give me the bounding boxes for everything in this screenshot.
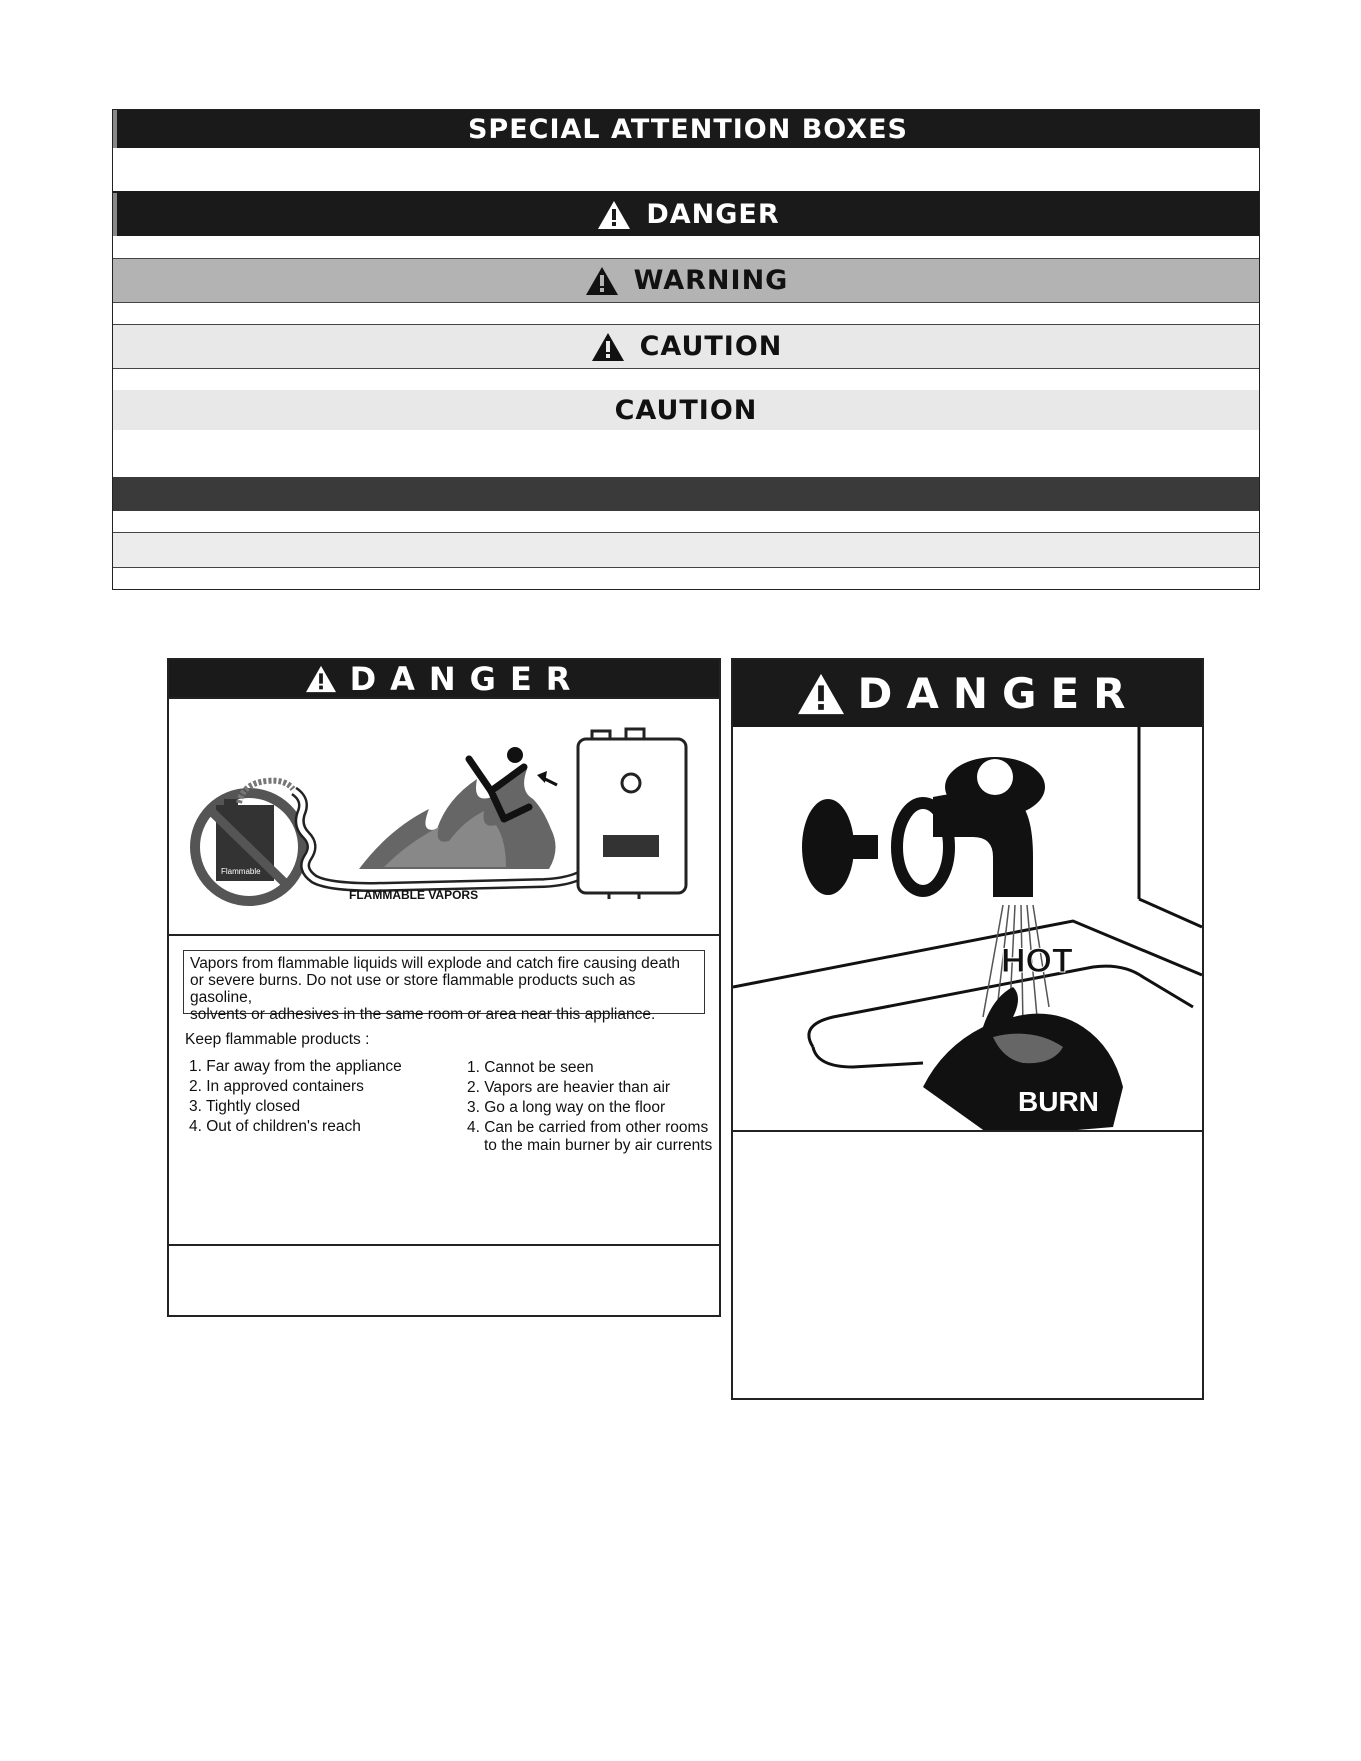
water-heater-icon [578,729,686,899]
flammable-vapors-illustration [169,699,719,935]
caution-bar: CAUTION [113,390,1259,430]
list-item: 4. Can be carried from other rooms [467,1119,709,1136]
hot-text: HOT [1001,942,1073,980]
warning-triangle-icon [304,664,338,694]
list-item: 3. Tightly closed [189,1098,301,1115]
list-item: 4. Out of children's reach [189,1118,361,1135]
no-flammable-icon [195,781,303,901]
warning-triangle-icon [590,331,626,363]
vapor-list [467,1058,712,1153]
flammable-vapors-caption: FLAMMABLE VAPORS [349,888,479,902]
light-bar [113,533,1259,567]
list-item: 1. Cannot be seen [467,1059,594,1076]
list-item: 2. Vapors are heavier than air [467,1079,671,1096]
keep-heading: Keep flammable products : [185,1031,370,1048]
keep-list [189,1057,402,1137]
danger-label-header: DANGER [169,660,719,697]
list-item: 3. Go a long way on the floor [467,1099,666,1116]
danger-label-hot-water [731,658,1204,1400]
list-item: 2. In approved containers [189,1078,364,1095]
special-attention-title: SPECIAL ATTENTION BOXES [113,110,1259,148]
warning-triangle-icon [795,671,847,717]
special-attention-table [112,109,1260,590]
list-item: 1. Far away from the appliance [189,1058,402,1075]
danger-label-flammable [167,658,721,1317]
warning-bar: WARNING [113,259,1259,302]
vapors-warning-box: Vapors from flammable liquids will explode and catch fire causing death or severe burns. Do not use or store flammable products such as gasoline, solvents or adhesives in the same room or area near this appliance. [183,950,705,1014]
svg-text:Flammable: Flammable [221,867,261,876]
caution-icon-bar: CAUTION [113,325,1259,368]
danger-bar: DANGER [113,193,1259,236]
burn-text: BURN [1018,1086,1099,1117]
warning-triangle-icon [596,199,632,231]
list-item: to the main burner by air currents [484,1137,713,1154]
dark-bar [113,477,1259,511]
hot-water-illustration [733,727,1202,1130]
danger-label-header: DANGER [733,660,1202,727]
warning-triangle-icon [584,265,620,297]
